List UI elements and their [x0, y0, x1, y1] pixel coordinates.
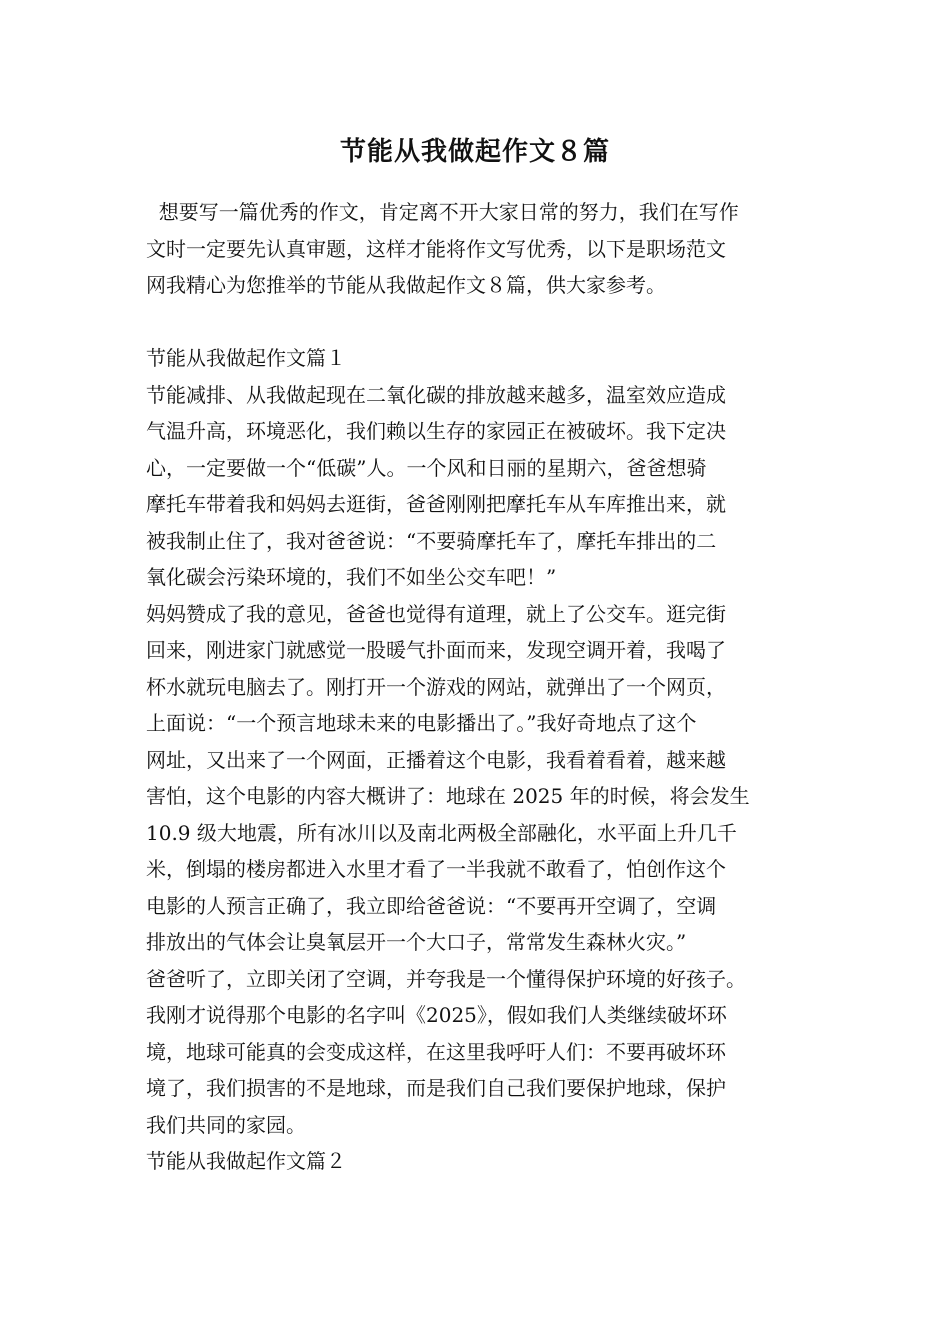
paragraph-spacer [146, 304, 811, 341]
intro-line: 想要写一篇优秀的作文，肯定离不开大家日常的努力，我们在写作 [146, 200, 739, 224]
body-line: 被我制止住了，我对爸爸说：“不要骑摩托车了，摩托车排出的二 [146, 528, 717, 553]
body-line: 我们共同的家园。 [146, 1112, 306, 1137]
intro-line: 网我精心为您推举的节能从我做起作文８篇，供大家参考。 [146, 273, 666, 297]
body-line: 杯水就玩电脑去了。刚打开一个游戏的网站，就弹出了一个网页， [146, 674, 726, 699]
body-line: 上面说：“一个预言地球未来的电影播出了。”我好奇地点了这个 [146, 711, 697, 735]
body-line: 10.9 级大地震，所有冰川以及南北两极全部融化，水平面上升几千 [146, 820, 737, 845]
body-line: 妈妈赞成了我的意见，爸爸也觉得有道理，就上了公交车。逛完街 [146, 601, 726, 626]
body-line: 我刚才说得那个电影的名字叫《2025》，假如我们人类继续破坏环 [146, 1003, 727, 1027]
intro-line: 文时一定要先认真审题，这样才能将作文写优秀，以下是职场范文 [146, 236, 726, 261]
document-title: 节能从我做起作文８篇 [339, 137, 610, 167]
body-line: 境，地球可能真的会变成这样，在这里我呼吁人们：不要再破坏环 [146, 1039, 726, 1064]
body-line: 节能减排、从我做起现在二氧化碳的排放越来越多，温室效应造成 [146, 382, 726, 407]
body-line: 摩托车带着我和妈妈去逛街，爸爸刚刚把摩托车从车库推出来，就 [146, 492, 726, 516]
body-line: 回来，刚进家门就感觉一股暖气扑面而来，发现空调开着，我喝了 [146, 638, 726, 662]
body-line: 氧化碳会污染环境的，我们不如坐公交车吧！” [146, 565, 557, 589]
section-heading-2: 节能从我做起作文篇２ [146, 1149, 346, 1173]
section-heading-1: 节能从我做起作文篇１ [146, 346, 346, 370]
body-line: 爸爸听了，立即关闭了空调，并夸我是一个懂得保护环境的好孩子。 [146, 966, 746, 991]
body-line: 境了，我们损害的不是地球，而是我们自己我们要保护地球，保护 [146, 1076, 726, 1100]
body-line: 气温升高，环境恶化，我们赖以生存的家园正在被破坏。我下定决 [146, 419, 726, 443]
document-body [146, 194, 811, 1180]
body-line: 害怕，这个电影的内容大概讲了：地球在 2025 年的时候，将会发生 [146, 784, 750, 808]
body-line: 网址，又出来了一个网面，正播着这个电影，我看着看着，越来越 [146, 747, 726, 772]
body-line: 心，一定要做一个“低碳”人。一个风和日丽的星期六，爸爸想骑 [146, 455, 707, 480]
body-line: 排放出的气体会让臭氧层开一个大口子，常常发生森林火灾。” [146, 930, 687, 954]
body-line: 米，倒塌的楼房都进入水里才看了一半我就不敢看了，怕创作这个 [146, 857, 726, 881]
body-line: 电影的人预言正确了，我立即给爸爸说：“不要再开空调了，空调 [146, 893, 717, 918]
